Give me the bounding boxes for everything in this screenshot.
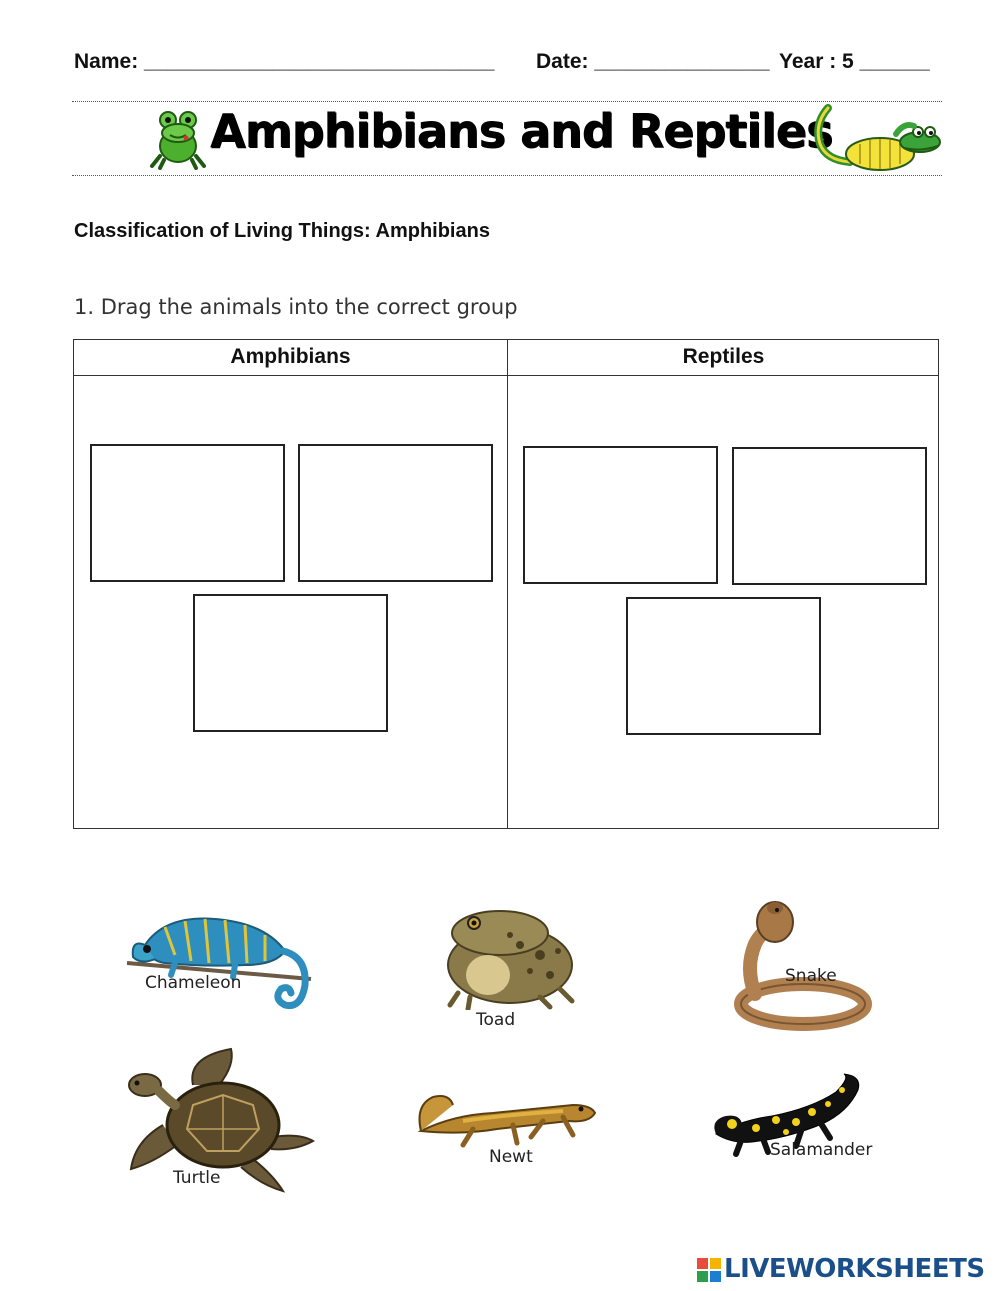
year-label: Year : 5 xyxy=(779,50,854,73)
banner-title: Amphibians and Reptiles xyxy=(210,104,833,158)
classification-table xyxy=(73,339,939,829)
turtle-icon xyxy=(123,1045,318,1195)
question-text: 1. Drag the animals into the correct group xyxy=(74,295,518,319)
snake-label: Snake xyxy=(785,966,837,986)
name-field[interactable]: ______________________________ xyxy=(144,50,495,73)
turtle-label: Turtle xyxy=(173,1168,221,1188)
amphibian-drop-box-1[interactable] xyxy=(90,444,285,582)
toad-label: Toad xyxy=(476,1010,516,1030)
animal-card-chameleon[interactable] xyxy=(125,905,315,1025)
name-line xyxy=(74,50,494,74)
year-line xyxy=(779,50,930,74)
name-label: Name: xyxy=(74,50,139,73)
amphibian-drop-box-3[interactable] xyxy=(193,594,388,732)
reptile-drop-box-1[interactable] xyxy=(523,446,718,584)
table-column-divider xyxy=(507,340,508,828)
chameleon-icon xyxy=(125,905,315,1025)
date-label: Date: xyxy=(536,50,589,73)
amphibians-column-header: Amphibians xyxy=(230,345,351,368)
table-header-divider xyxy=(74,375,938,376)
divider-bottom xyxy=(72,175,942,176)
reptile-drop-box-3[interactable] xyxy=(626,597,821,735)
newt-label: Newt xyxy=(489,1147,533,1167)
brand-text: LIVEWORKSHEETS xyxy=(724,1254,985,1284)
chameleon-label: Chameleon xyxy=(145,973,242,993)
animal-card-toad[interactable] xyxy=(440,905,580,1035)
amphibian-drop-box-2[interactable] xyxy=(298,444,493,582)
divider-top xyxy=(72,101,942,102)
animal-card-turtle[interactable] xyxy=(123,1045,318,1195)
reptile-drop-box-2[interactable] xyxy=(732,447,927,585)
crocodile-icon xyxy=(800,104,946,174)
frog-icon xyxy=(146,106,210,170)
date-line xyxy=(536,50,770,74)
year-field[interactable]: ______ xyxy=(859,50,930,73)
reptiles-column-header: Reptiles xyxy=(682,345,765,368)
animal-card-newt[interactable] xyxy=(413,1075,598,1175)
liveworksheets-icon xyxy=(697,1258,721,1282)
salamander-label: Salamander xyxy=(770,1140,873,1160)
animal-card-snake[interactable] xyxy=(715,898,875,1033)
toad-icon xyxy=(440,905,580,1010)
date-field[interactable]: _______________ xyxy=(594,50,770,73)
animal-card-salamander[interactable] xyxy=(712,1072,882,1172)
section-subtitle: Classification of Living Things: Amphibians xyxy=(74,220,490,242)
newt-icon xyxy=(413,1075,598,1150)
